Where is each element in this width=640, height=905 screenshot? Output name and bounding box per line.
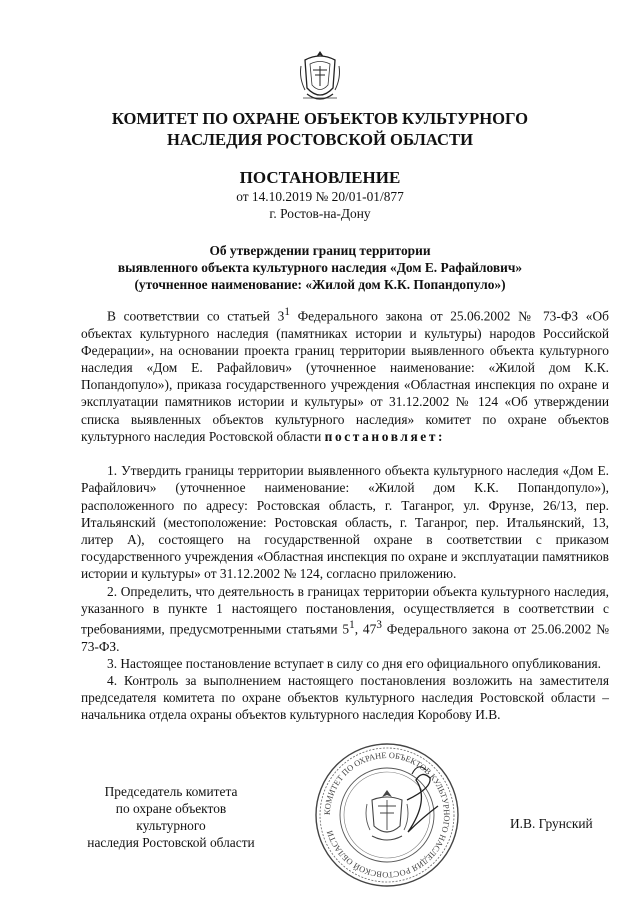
preamble-superscript: 1 bbox=[284, 306, 290, 318]
preamble-paragraph bbox=[81, 304, 609, 445]
item-2-text-b: , 47 bbox=[354, 621, 377, 637]
item-4: 4. Контроль за выполнением настоящего постановления возложить на заместителя председателя комитета по охране объектов культурного наследия Ростовской области – начальника отдела охраны объектов культурного наследия Коробову И.В. bbox=[81, 673, 609, 723]
item-3: 3. Настоящее постановление вступает в силу со дня его официального опубликования. bbox=[107, 655, 601, 671]
document-meta bbox=[0, 188, 640, 222]
document-type: ПОСТАНОВЛЕНИЕ bbox=[239, 168, 401, 187]
signatory-title-line-3: наследия Ростовской области bbox=[87, 835, 255, 850]
item-2-superscript-2: 3 bbox=[376, 618, 382, 631]
item-2 bbox=[81, 583, 609, 655]
city: г. Ростов-на-Дону bbox=[269, 206, 371, 221]
signatory-title-line-1: Председатель комитета bbox=[104, 784, 238, 799]
signatory-name: И.В. Грунский bbox=[510, 816, 593, 831]
document-subject bbox=[0, 242, 640, 293]
subject-line-2: выявленного объекта культурного наследия «Дом Е. Рафайлович» bbox=[117, 260, 523, 275]
item-2-text-c: Федерального закона от 25.06.2002 № 73-ФЗ. bbox=[81, 621, 609, 654]
coat-of-arms-icon bbox=[297, 48, 343, 106]
item-1: 1. Утвердить границы территории выявленного объекта культурного наследия «Дом Е. Рафайлович» (уточненное наименование: «Жилой дом К.К. Попандопуло»), расположенного по адресу: Ростовская область, г. Таганрог, ул. Фрунзе, 26/13, пер. Итальянский (местоположение: Ростовская область, г. Таганрог, пер. Итальянский, 13, литер А), состоящего на государственной охране в соответствии с приказом государственного учреждения «Областная инспекция по охране и эксплуатации памятников истории и культуры» от 31.12.2002 № 124, согласно приложению. bbox=[81, 463, 609, 582]
official-seal-icon bbox=[312, 740, 462, 890]
signatory-title-line-2: по охране объектов культурного bbox=[115, 801, 227, 833]
preamble-text-a: В соответствии со статьей 3 bbox=[107, 308, 285, 324]
signatory-title bbox=[81, 783, 261, 851]
item-2-text-a: 2. Определить, что деятельность в границах территории объекта культурного наследия, указанного в пункте 1 настоящего постановления, осуществляется в соответствии с требованиями, предусмотренными статьями 5 bbox=[81, 583, 609, 637]
resolves-word: постановляет: bbox=[324, 428, 446, 444]
item-2-superscript-1: 1 bbox=[349, 618, 355, 631]
document-body bbox=[81, 304, 609, 724]
subject-line-1: Об утверждении границ территории bbox=[209, 243, 431, 258]
subject-line-3: (уточненное наименование: «Жилой дом К.К. Попандопуло») bbox=[134, 277, 506, 292]
date-number: от 14.10.2019 № 20/01-01/877 bbox=[236, 189, 404, 204]
seal-text: КОМИТЕТ ПО ОХРАНЕ ОБЪЕКТОВ КУЛЬТУРНОГО НАСЛЕДИЯ РОСТОВСКОЙ ОБЛАСТИ bbox=[322, 750, 452, 880]
org-line-1: КОМИТЕТ ПО ОХРАНЕ ОБЪЕКТОВ КУЛЬТУРНОГО bbox=[111, 109, 529, 128]
preamble-text-b: Федерального закона от 25.06.2002 № 73-ФЗ «Об объектах культурного наследия (памятниках истории и культуры) народов Российской Федерации», на основании проекта границ территории выявленного объекта культурного наследия «Дом Е. Рафайлович» (уточненное наименование: «Жилой дом К.К. Попандопуло»), приказа государственного учреждения «Областная инспекция по охране и эксплуатации памятников истории и культуры» от 31.12.2002 № 124 «Об утверждении списка выявленных объектов культурного наследия» комитет по охране объектов культурного наследия Ростовской области bbox=[81, 308, 609, 444]
org-line-2: НАСЛЕДИЯ РОСТОВСКОЙ ОБЛАСТИ bbox=[167, 130, 473, 149]
organization-name bbox=[0, 108, 640, 150]
